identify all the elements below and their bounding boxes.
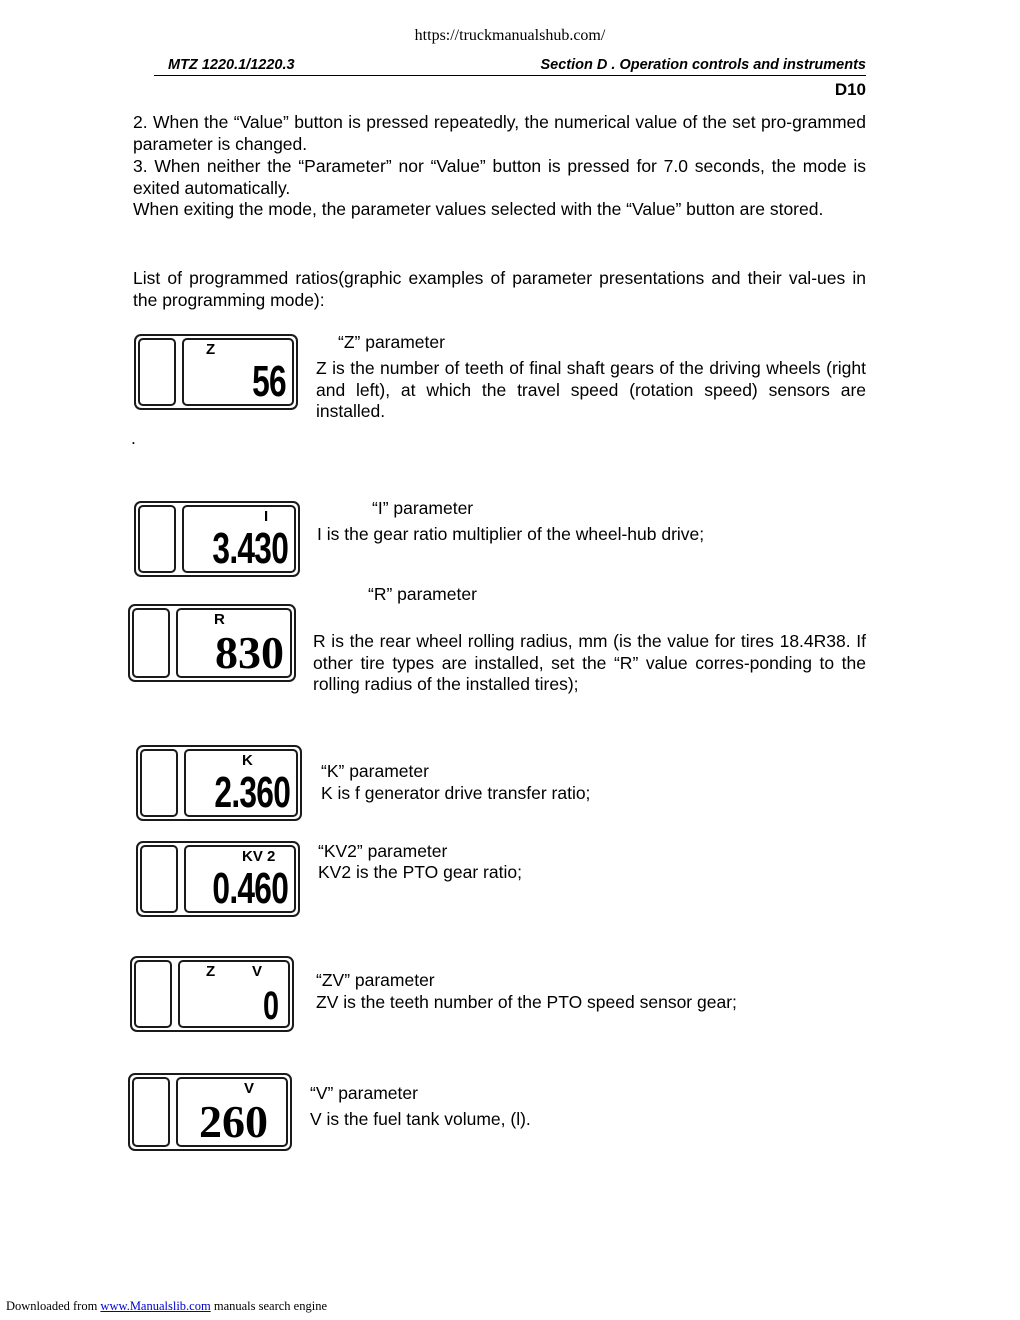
param-title-kv2: “KV2” parameter — [318, 841, 448, 861]
param-title-zv: “ZV” parameter — [316, 970, 435, 990]
source-url: https://truckmanualshub.com/ — [414, 27, 606, 44]
lcd-parameter-label: V — [244, 1080, 255, 1097]
param-title-i: “I” parameter — [372, 498, 474, 518]
lcd-parameter-value: 830 — [215, 627, 284, 678]
lcd-left-cell — [140, 749, 178, 817]
lcd-parameter-value: 2.360 — [214, 768, 290, 817]
lcd-main-cell — [176, 608, 292, 678]
lcd-main-cell — [184, 845, 296, 913]
param-title-k: “K” parameter — [321, 761, 429, 781]
param-desc-i: I is the gear ratio multiplier of the wheel-hub drive; — [317, 524, 705, 544]
lcd-parameter-label: R — [214, 611, 225, 628]
lcd-parameter-value: 56 — [252, 357, 286, 406]
footer — [6, 1299, 327, 1314]
param-desc-r: R is the rear wheel rolling radius, mm (is the value for tires 18.4R38. If other tire types are installed, set the “R” value corres-ponding to the rolling radius of the installed tires); — [313, 631, 866, 695]
lcd-left-cell — [132, 1077, 170, 1147]
lcd-parameter-label-z: Z — [206, 963, 216, 980]
lcd-main-cell — [184, 749, 298, 817]
intro-paragraph-1: 2. When the “Value” button is pressed repeatedly, the numerical value of the set pro-grammed parameter is changed. — [133, 112, 866, 154]
param-desc-k: K is f generator drive transfer ratio; — [321, 783, 591, 803]
lcd-parameter-value: 0.460 — [212, 864, 288, 913]
lcd-parameter-label: K — [242, 752, 253, 769]
param-desc-z: Z is the number of teeth of final shaft gears of the driving wheels (right and left), at which the travel speed (rotation speed) sensors are installed. — [316, 358, 866, 422]
lcd-parameter-label: Z — [206, 341, 216, 358]
manualslib-link[interactable]: www.Manualslib.com — [100, 1299, 211, 1313]
intro-paragraph-3: When exiting the mode, the parameter values selected with the “Value” button are stored. — [133, 199, 824, 219]
header-model: MTZ 1220.1/1220.3 — [168, 57, 295, 73]
lcd-display-r — [128, 604, 296, 682]
lcd-parameter-label: KV 2 — [242, 848, 276, 865]
param-desc-zv: ZV is the teeth number of the PTO speed sensor gear; — [316, 992, 737, 1012]
page-number: D10 — [834, 80, 866, 99]
lcd-left-cell — [134, 960, 172, 1028]
lcd-left-cell — [138, 338, 176, 406]
lcd-parameter-label: I — [264, 508, 269, 525]
param-title-v: “V” parameter — [310, 1083, 418, 1103]
lcd-main-cell — [182, 338, 294, 406]
intro-paragraph-4: List of programmed ratios(graphic examples of parameter presentations and their val-ues in the programming mode): — [133, 268, 866, 310]
lcd-parameter-value: 260 — [199, 1096, 268, 1147]
param-title-z: “Z” parameter — [338, 332, 445, 352]
lcd-display-kv2 — [136, 841, 300, 917]
header-section: Section D . Operation controls and instruments — [540, 57, 866, 73]
lcd-display-i — [134, 501, 300, 577]
lcd-left-cell — [138, 505, 176, 573]
lcd-parameter-value: 0 — [262, 984, 278, 1028]
lcd-display-zv — [130, 956, 294, 1032]
lcd-main-cell — [182, 505, 296, 573]
lcd-display-v — [128, 1073, 292, 1151]
header-rule — [154, 75, 866, 76]
lcd-parameter-label-v: V — [252, 963, 263, 980]
param-title-r: “R” parameter — [368, 584, 477, 604]
intro-paragraph-2: 3. When neither the “Parameter” nor “Value” button is pressed for 7.0 seconds, the mode is exited automatically. — [133, 156, 866, 198]
lcd-display-k — [136, 745, 302, 821]
footer-suffix: manuals search engine — [213, 1299, 327, 1313]
footer-prefix: Downloaded from — [6, 1299, 98, 1313]
stray-dot: . — [131, 428, 136, 448]
param-desc-kv2: KV2 is the PTO gear ratio; — [318, 862, 522, 882]
lcd-main-cell — [176, 1077, 288, 1147]
lcd-main-cell — [178, 960, 290, 1028]
lcd-left-cell — [140, 845, 178, 913]
lcd-display-z — [134, 334, 298, 410]
lcd-left-cell — [132, 608, 170, 678]
param-desc-v: V is the fuel tank volume, (l). — [310, 1109, 531, 1129]
lcd-parameter-value: 3.430 — [212, 524, 288, 573]
